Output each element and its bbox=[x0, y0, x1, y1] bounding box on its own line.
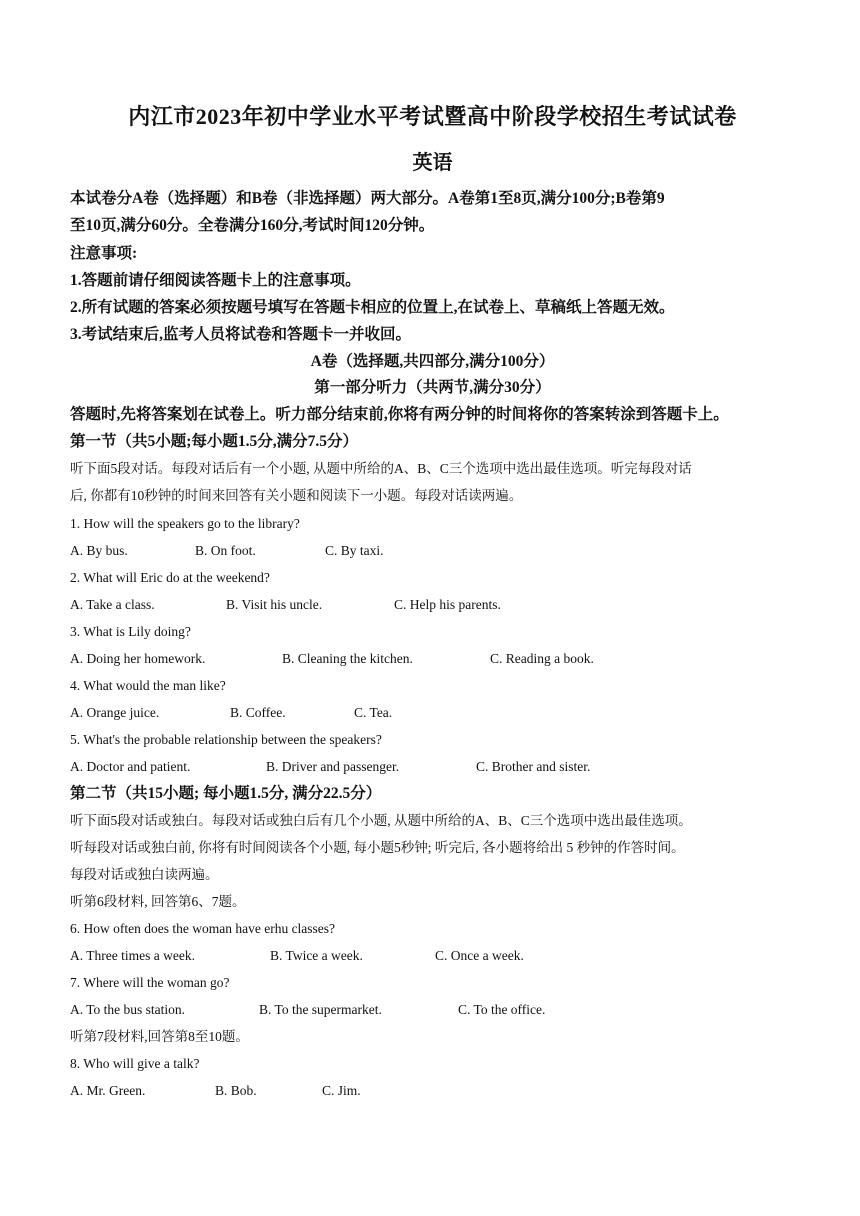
options-4 bbox=[70, 699, 392, 726]
option-b: B. Bob. bbox=[215, 1083, 257, 1098]
question-1: 1. How will the speakers go to the library? bbox=[70, 516, 300, 531]
options-8 bbox=[70, 1077, 361, 1104]
question-7: 7. Where will the woman go? bbox=[70, 975, 230, 990]
option-c: C. Reading a book. bbox=[490, 651, 594, 666]
options-3 bbox=[70, 645, 594, 672]
part1-instruction: 答题时,先将答案划在试卷上。听力部分结束前,你将有两分钟的时间将你的答案转涂到答题卡上。 bbox=[70, 406, 729, 423]
intro-line-1: 本试卷分A卷（选择题）和B卷（非选择题）两大部分。A卷第1至8页,满分100分;B卷第9 bbox=[70, 190, 665, 207]
options-5 bbox=[70, 753, 590, 780]
material-6-note: 听第6段材料, 回答第6、7题。 bbox=[70, 894, 246, 909]
question-8: 8. Who will give a talk? bbox=[70, 1056, 200, 1071]
option-a: A. Doctor and patient. bbox=[70, 759, 191, 774]
option-c: C. Once a week. bbox=[435, 948, 524, 963]
section-a-heading: A卷（选择题,共四部分,满分100分） bbox=[310, 353, 555, 370]
note-2: 2.所有试题的答案必须按题号填写在答题卡相应的位置上,在试卷上、草稿纸上答题无效。 bbox=[70, 299, 675, 316]
option-b: B. Coffee. bbox=[230, 705, 286, 720]
option-a: A. Take a class. bbox=[70, 597, 155, 612]
section1-heading: 第一节（共5小题;每小题1.5分,满分7.5分） bbox=[70, 433, 359, 450]
option-c: C. To the office. bbox=[458, 1002, 546, 1017]
question-2: 2. What will Eric do at the weekend? bbox=[70, 570, 270, 585]
option-c: C. Jim. bbox=[322, 1083, 361, 1098]
options-7 bbox=[70, 996, 545, 1023]
question-4: 4. What would the man like? bbox=[70, 678, 226, 693]
option-a: A. To the bus station. bbox=[70, 1002, 186, 1017]
options-1 bbox=[70, 537, 384, 564]
part1-heading: 第一部分听力（共两节,满分30分） bbox=[314, 379, 551, 396]
question-3: 3. What is Lily doing? bbox=[70, 624, 191, 639]
notes-heading: 注意事项: bbox=[70, 245, 138, 262]
intro-line-2: 至10页,满分60分。全卷满分160分,考试时间120分钟。 bbox=[70, 217, 435, 234]
subject-title: 英语 bbox=[412, 152, 453, 174]
option-a: A. Doing her homework. bbox=[70, 651, 206, 666]
option-c: C. Tea. bbox=[354, 705, 393, 720]
option-c: C. Brother and sister. bbox=[476, 759, 591, 774]
option-b: B. On foot. bbox=[195, 543, 256, 558]
option-b: B. Cleaning the kitchen. bbox=[282, 651, 413, 666]
material-7-note: 听第7段材料,回答第8至10题。 bbox=[70, 1029, 249, 1044]
question-6: 6. How often does the woman have erhu classes? bbox=[70, 921, 336, 936]
section1-instruction-2: 后, 你都有10秒钟的时间来回答有关小题和阅读下一小题。每段对话读两遍。 bbox=[70, 488, 523, 503]
option-b: B. To the supermarket. bbox=[259, 1002, 382, 1017]
option-c: C. Help his parents. bbox=[394, 597, 501, 612]
option-a: A. Orange juice. bbox=[70, 705, 160, 720]
option-c: C. By taxi. bbox=[325, 543, 384, 558]
options-6 bbox=[70, 942, 524, 969]
option-b: B. Visit his uncle. bbox=[226, 597, 323, 612]
note-1: 1.答题前请仔细阅读答题卡上的注意事项。 bbox=[70, 272, 361, 289]
option-a: A. Mr. Green. bbox=[70, 1083, 146, 1098]
options-2 bbox=[70, 591, 501, 618]
section2-heading: 第二节（共15小题; 每小题1.5分, 满分22.5分） bbox=[70, 785, 382, 802]
exam-title: 内江市2023年初中学业水平考试暨高中阶段学校招生考试试卷 bbox=[128, 104, 737, 129]
question-5: 5. What's the probable relationship between the speakers? bbox=[70, 732, 382, 747]
option-a: A. Three times a week. bbox=[70, 948, 195, 963]
section2-instruction-2: 听每段对话或独白前, 你将有时间阅读各个小题, 每小题5秒钟; 听完后, 各小题将给出 5 秒钟的作答时间。 bbox=[70, 840, 685, 855]
option-b: B. Driver and passenger. bbox=[266, 759, 400, 774]
section1-instruction-1: 听下面5段对话。每段对话后有一个小题, 从题中所给的A、B、C三个选项中选出最佳选项。听完每段对话 bbox=[70, 461, 692, 476]
section2-instruction-3: 每段对话或独白读两遍。 bbox=[70, 867, 219, 882]
note-3: 3.考试结束后,监考人员将试卷和答题卡一并收回。 bbox=[70, 326, 412, 343]
option-a: A. By bus. bbox=[70, 543, 128, 558]
section2-instruction-1: 听下面5段对话或独白。每段对话或独白后有几个小题, 从题中所给的A、B、C三个选项中选出最佳选项。 bbox=[70, 813, 692, 828]
option-b: B. Twice a week. bbox=[270, 948, 363, 963]
